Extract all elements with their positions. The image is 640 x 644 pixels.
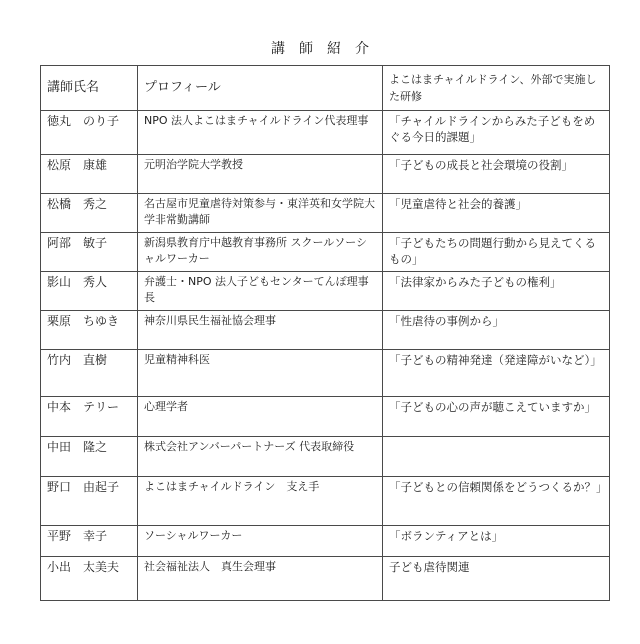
lecturer-training: 「子どもとの信頼関係をどうつくるか？」 <box>383 477 610 526</box>
lecturer-training: 「子どもたちの問題行動から見えてくるもの」 <box>383 233 610 272</box>
header-profile: プロフィール <box>138 66 383 111</box>
lecturer-training <box>383 437 610 477</box>
lecturer-training: 子ども虐待関連 <box>383 557 610 601</box>
table-row <box>41 526 610 557</box>
header-name: 講師氏名 <box>41 66 138 111</box>
page-title: 講師紹介 <box>271 41 383 57</box>
table-row <box>41 155 610 194</box>
lecturer-name: 平野 幸子 <box>41 526 138 557</box>
lecturer-profile: 株式会社アンバーパートナーズ 代表取締役 <box>138 437 383 477</box>
lecturer-name: 松橋 秀之 <box>41 194 138 233</box>
lecturer-name: 野口 由起子 <box>41 477 138 526</box>
table-header-row <box>41 66 610 111</box>
lecturer-name: 竹内 直樹 <box>41 350 138 397</box>
lecturer-training: 「ボランティアとは」 <box>383 526 610 557</box>
lecturer-training: 「児童虐待と社会的養護」 <box>383 194 610 233</box>
lecturer-name: 松原 康雄 <box>41 155 138 194</box>
lecturer-name: 中本 テリー <box>41 397 138 437</box>
header-training: よこはまチャイルドライン、外部で実施した研修 <box>383 66 610 111</box>
lecturer-profile: NPO 法人よこはまチャイルドライン代表理事 <box>138 111 383 155</box>
lecturer-profile: 元明治学院大学教授 <box>138 155 383 194</box>
lecturer-profile: よこはまチャイルドライン 支え手 <box>138 477 383 526</box>
lecturer-training: 「チャイルドラインからみた子どもをめぐる今日的課題」 <box>383 111 610 155</box>
lecturer-training: 「性虐待の事例から」 <box>383 311 610 350</box>
lecturer-training: 「子どもの心の声が聴こえていますか」 <box>383 397 610 437</box>
table-row <box>41 437 610 477</box>
table-row <box>41 397 610 437</box>
table-row <box>41 111 610 155</box>
lecturer-profile: 新潟県教育庁中越教育事務所 スクールソーシャルワーカー <box>138 233 383 272</box>
table-row <box>41 272 610 311</box>
lecturer-name: 影山 秀人 <box>41 272 138 311</box>
lecturer-profile: ソーシャルワーカー <box>138 526 383 557</box>
table-row <box>41 350 610 397</box>
lecturer-name: 中田 隆之 <box>41 437 138 477</box>
table-row <box>41 477 610 526</box>
lecturer-table <box>40 65 610 601</box>
lecturer-profile: 神奈川県民生福祉協会理事 <box>138 311 383 350</box>
table-row <box>41 311 610 350</box>
table-row <box>41 557 610 601</box>
lecturer-profile: 名古屋市児童虐待対策参与・東洋英和女学院大学非常勤講師 <box>138 194 383 233</box>
lecturer-profile: 弁護士・NPO 法人子どもセンターてんぽ理事長 <box>138 272 383 311</box>
lecturer-name: 小出 太美夫 <box>41 557 138 601</box>
lecturer-profile: 心理学者 <box>138 397 383 437</box>
table-row <box>41 233 610 272</box>
lecturer-profile: 児童精神科医 <box>138 350 383 397</box>
lecturer-name: 阿部 敏子 <box>41 233 138 272</box>
lecturer-name: 栗原 ちゆき <box>41 311 138 350</box>
lecturer-training: 「子どもの成長と社会環境の役割」 <box>383 155 610 194</box>
lecturer-name: 徳丸 のり子 <box>41 111 138 155</box>
lecturer-training: 「法律家からみた子どもの権利」 <box>383 272 610 311</box>
lecturer-profile: 社会福祉法人 真生会理事 <box>138 557 383 601</box>
lecturer-training: 「子どもの精神発達（発達障がいなど）」 <box>383 350 610 397</box>
table-row <box>41 194 610 233</box>
